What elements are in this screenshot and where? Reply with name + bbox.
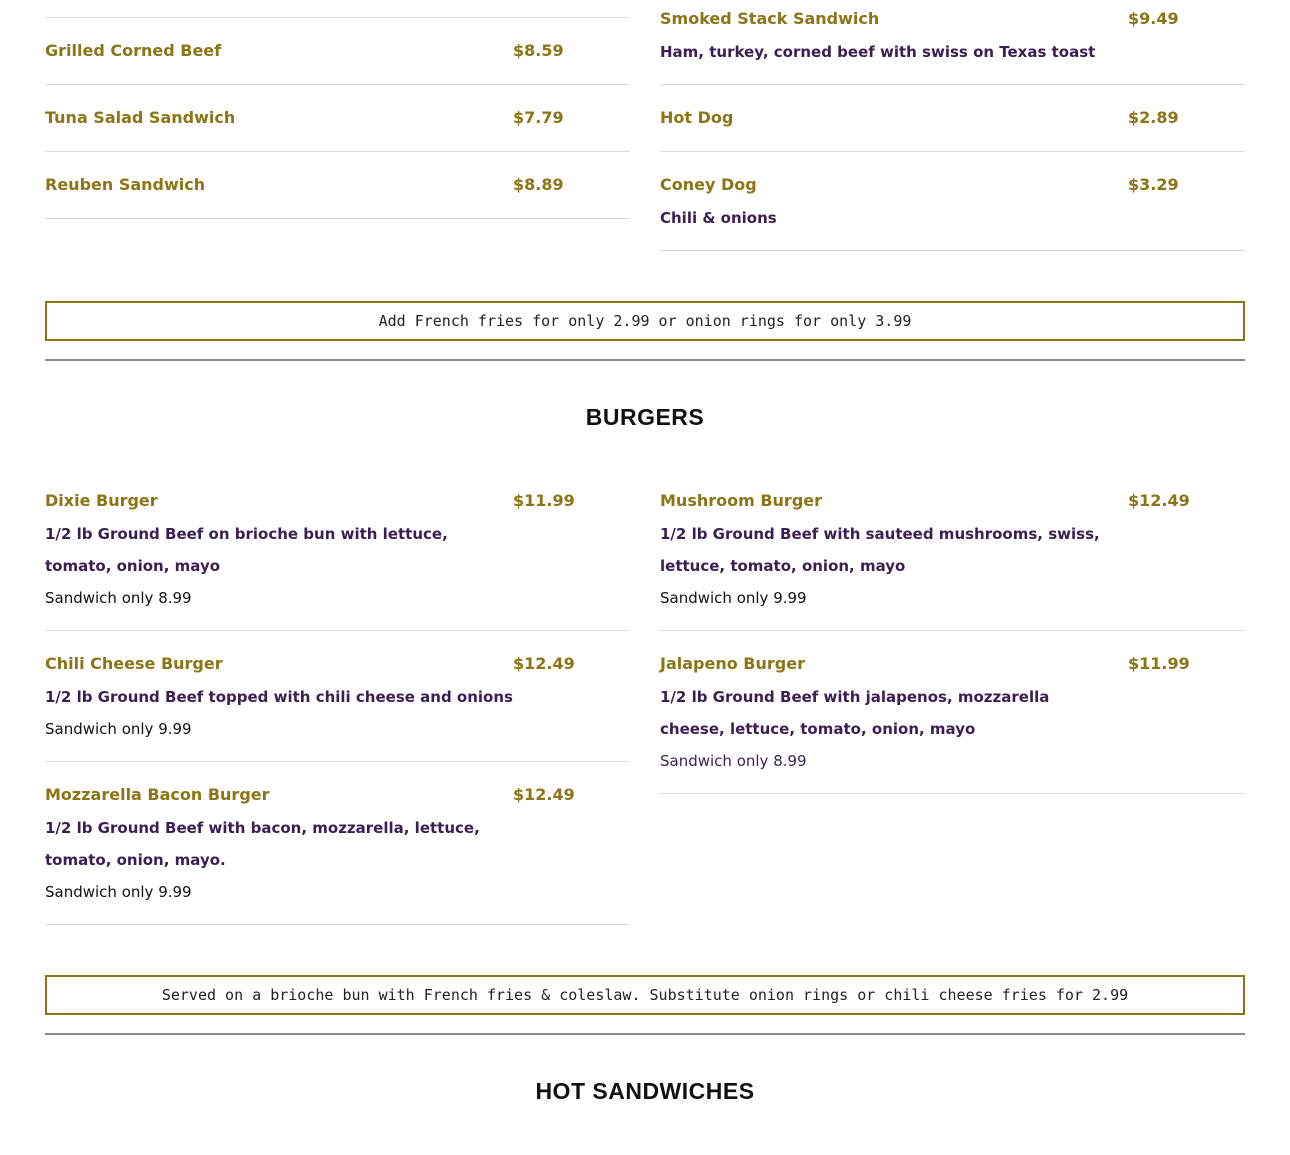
section-divider bbox=[45, 359, 1245, 361]
menu-item-name: Hot Dog bbox=[660, 108, 734, 127]
burgers-banner: Served on a brioche bun with French fries & coleslaw. Substitute onion rings or chili cheese fries for 2.99 bbox=[45, 975, 1245, 1015]
menu-item-price: $7.79 bbox=[513, 108, 564, 127]
menu-item-name: Mozzarella Bacon Burger bbox=[45, 785, 270, 804]
menu-item-price: $8.89 bbox=[513, 175, 564, 194]
menu-item-note: Sandwich only 9.99 bbox=[45, 883, 192, 901]
menu-item-description: 1/2 lb Ground Beef with sauteed mushrooms, swiss, lettuce, tomato, onion, mayo bbox=[660, 525, 1100, 575]
menu-item-description: 1/2 lb Ground Beef with bacon, mozzarella, lettuce, tomato, onion, mayo. bbox=[45, 819, 480, 869]
menu-item-price: $8.59 bbox=[513, 41, 564, 60]
divider bbox=[660, 250, 1245, 251]
divider bbox=[45, 17, 630, 18]
menu-item-name: Chili Cheese Burger bbox=[45, 654, 223, 673]
menu-item-description: Chili & onions bbox=[660, 209, 777, 227]
menu-item-note: Sandwich only 9.99 bbox=[660, 589, 807, 607]
divider bbox=[45, 84, 630, 85]
divider bbox=[45, 761, 630, 762]
divider bbox=[660, 630, 1245, 631]
sides-banner: Add French fries for only 2.99 or onion rings for only 3.99 bbox=[45, 301, 1245, 341]
menu-item-price: $9.49 bbox=[1128, 9, 1179, 28]
menu-item-name: Reuben Sandwich bbox=[45, 175, 206, 194]
menu-item-name: Grilled Corned Beef bbox=[45, 41, 222, 60]
menu-item-description: Ham, turkey, corned beef with swiss on Texas toast bbox=[660, 43, 1096, 61]
menu-item-description: 1/2 lb Ground Beef topped with chili cheese and onions bbox=[45, 688, 513, 706]
menu-item-price: $12.49 bbox=[513, 654, 575, 673]
section-heading-burgers: BURGERS bbox=[585, 404, 705, 430]
menu-item-note: Sandwich only 8.99 bbox=[660, 752, 807, 770]
section-heading-hot-sandwiches: HOT SANDWICHES bbox=[535, 1078, 755, 1104]
menu-item-price: $12.49 bbox=[513, 785, 575, 804]
divider bbox=[660, 84, 1245, 85]
section-divider bbox=[45, 1033, 1245, 1035]
menu-item-price: $11.99 bbox=[513, 491, 575, 510]
divider bbox=[45, 218, 630, 219]
menu-item-name: Coney Dog bbox=[660, 175, 757, 194]
menu-item-note: Sandwich only 8.99 bbox=[45, 589, 192, 607]
menu-item-name: Mushroom Burger bbox=[660, 491, 823, 510]
divider bbox=[45, 630, 630, 631]
menu-item-description: 1/2 lb Ground Beef with jalapenos, mozzarella cheese, lettuce, tomato, onion, mayo bbox=[660, 688, 1050, 738]
divider bbox=[660, 151, 1245, 152]
menu-item-note: Sandwich only 9.99 bbox=[45, 720, 192, 738]
divider bbox=[45, 151, 630, 152]
menu-item-price: $2.89 bbox=[1128, 108, 1179, 127]
menu-item-description: 1/2 lb Ground Beef on brioche bun with lettuce, tomato, onion, mayo bbox=[45, 525, 448, 575]
menu-item-name: Dixie Burger bbox=[45, 491, 158, 510]
menu-item-name: Tuna Salad Sandwich bbox=[45, 108, 236, 127]
menu-item-price: $11.99 bbox=[1128, 654, 1190, 673]
menu-item-price: $12.49 bbox=[1128, 491, 1190, 510]
divider bbox=[45, 924, 630, 925]
menu-item-price: $3.29 bbox=[1128, 175, 1179, 194]
menu-item-name: Smoked Stack Sandwich bbox=[660, 9, 880, 28]
divider bbox=[660, 793, 1245, 794]
menu-item-name: Jalapeno Burger bbox=[660, 654, 805, 673]
